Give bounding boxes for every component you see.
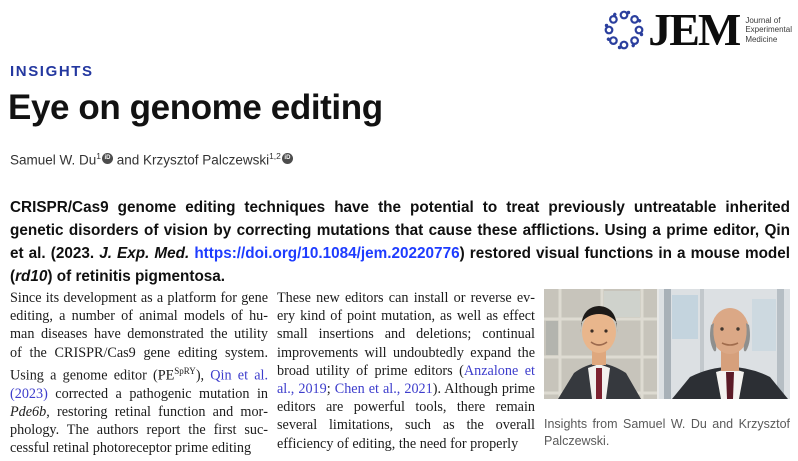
citation-link-chen-2021[interactable]: Chen et al., 2021 [334,381,433,398]
author-affiliation-sup: 1,2 [269,151,281,161]
article-abstract [10,196,790,288]
doi-link[interactable]: https://doi.org/10.1084/jem.20220776 [194,245,460,262]
jem-cell-rosette-icon [602,8,646,52]
author-separator: and [113,152,144,168]
citation-link-anzalone-2019[interactable]: Anzalone et al., 2019 [277,362,535,398]
body-text: ; [326,381,335,398]
journal-tagline [745,16,792,45]
body-text: Since its development as a platform for gene editing, a number of animal models of human diseases have demonstrated the utility of the CRISPR/Cas9 gene editing system. Using a genome editor (PE [10,290,268,384]
figure-caption: Insights from Samuel W. Du and Krzysztof Palczewski. [544,417,790,448]
author-photo-figure [544,289,790,458]
abstract-text: ) restored visual functions in a mouse model ( [10,245,791,285]
article-body [10,289,790,458]
author-byline [10,151,293,168]
body-text: ). Although prime editors are powerful tools, there remain several limitations, such as the overall efficiency of editing, the need for properly [277,381,535,452]
tagline-line: Medicine [745,34,778,44]
pe-spry-superscript: SpRY [174,365,196,376]
abstract-model-italic: rd10 [15,268,48,285]
journal-wordmark: JEM [648,4,740,55]
citation-link-qin-2023[interactable]: Qin et al. (2023) [10,367,269,402]
abstract-text: CRISPR/Cas9 genome editing techniques have the potential to treat previously untreatable inherited genetic disorders of vision by correcting mutations that cause these afflictions. Using a prime editor, Qin et al. (2023. [10,199,790,262]
abstract-journal-italic: J. Exp. Med. [99,245,190,262]
author-name: Krzysztof Palczewski [143,152,270,168]
author-photo [544,289,790,399]
body-text: , restoring retinal function and morphology. The authors report the first successful retinal photoreceptor prime editing [10,403,268,457]
section-kicker: INSIGHTS [10,63,94,80]
orcid-icon[interactable]: iD [102,153,113,164]
journal-masthead [602,4,792,55]
tagline-line: Journal of [745,15,781,25]
gene-name-italic: Pde6b [10,403,47,420]
orcid-icon[interactable]: iD [282,153,293,164]
body-text: ), [195,367,211,384]
author-affiliation-sup: 1 [96,151,102,161]
body-text: corrected a pathogenic mutation in [47,385,268,402]
article-title: Eye on genome editing [8,88,383,127]
body-column-1 [10,289,268,458]
author-name: Samuel W. Du [10,152,97,168]
body-column-2 [277,289,535,458]
abstract-text: ) of retinitis pigmentosa. [47,268,226,285]
body-text: These new editors can install or reverse every kind of point mutation, as well as effect small insertions and deletions; continual improvements will undoubtedly expand the broad utility of prime editors ( [277,290,535,379]
tagline-line: Experimental [745,25,792,35]
